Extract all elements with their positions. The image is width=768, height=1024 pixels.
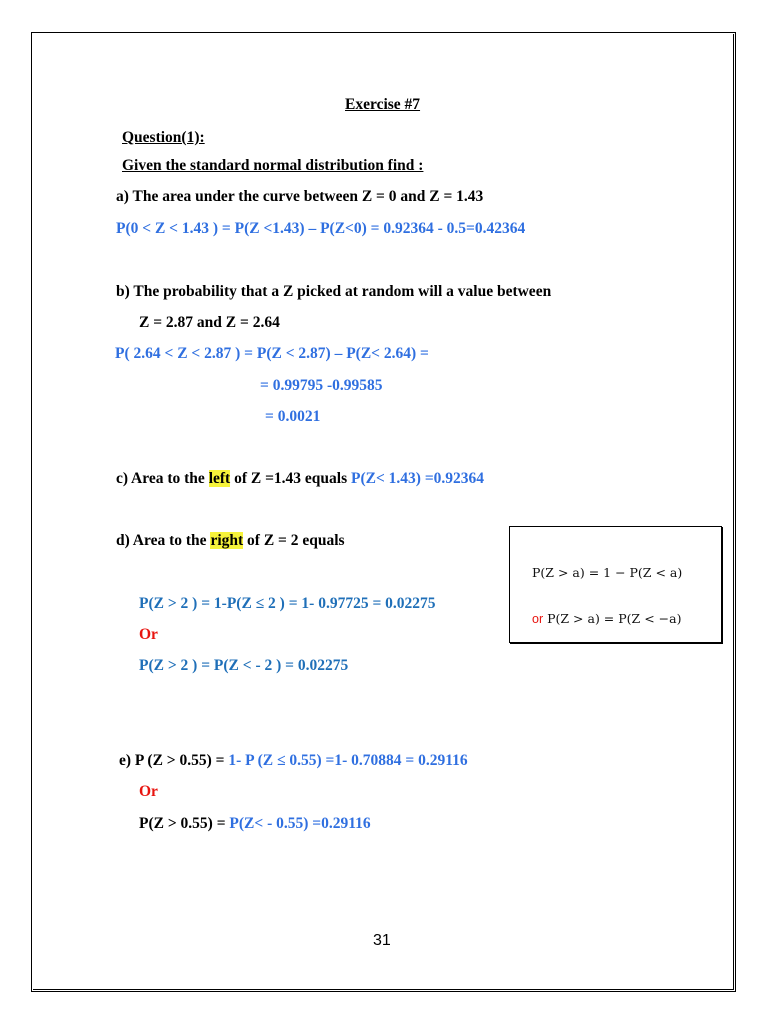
part-d-highlight: right	[210, 532, 244, 549]
part-e-pre: e) P (Z > 0.55) =	[119, 752, 229, 769]
part-d-or: Or	[139, 626, 158, 643]
part-d-answer-1: P(Z > 2 ) = 1-P(Z ≤ 2 ) = 1- 0.97725 = 0.02275	[139, 595, 436, 612]
part-a-prompt: a) The area under the curve between Z = 0 and Z = 1.43	[116, 188, 484, 205]
part-d-pre: d) Area to the	[116, 532, 211, 549]
part-e-or: Or	[139, 783, 158, 800]
formula-box	[509, 526, 722, 643]
question-heading: Question(1):	[122, 129, 205, 146]
part-c-line	[116, 470, 484, 488]
part-b-answer-line3: = 0.0021	[265, 408, 321, 425]
page-number: 31	[373, 932, 391, 949]
page-border	[31, 32, 736, 992]
part-c-highlight: left	[208, 470, 231, 487]
part-a-answer: P(0 < Z < 1.43 ) = P(Z <1.43) – P(Z<0) = 0.92364 - 0.5=0.42364	[116, 220, 526, 237]
part-d-post: of Z = 2 equals	[243, 532, 345, 549]
part-d-line	[116, 532, 345, 550]
exercise-title: Exercise #7	[345, 96, 421, 113]
formula-line-2	[532, 611, 681, 626]
part-e-pre2: P(Z > 0.55) =	[139, 815, 230, 832]
part-c-mid: of Z =1.43 equals	[230, 470, 351, 487]
part-c-pre: c) Area to the	[116, 470, 209, 487]
part-e-line-2	[139, 815, 371, 833]
instruction-text: Given the standard normal distribution find :	[122, 157, 424, 174]
part-c-answer: P(Z< 1.43) =0.92364	[351, 470, 485, 487]
part-e-answer-2: P(Z< - 0.55) =0.29116	[229, 815, 371, 832]
part-b-answer-line1: P( 2.64 < Z < 2.87 ) = P(Z < 2.87) – P(Z< 2.64) =	[115, 345, 429, 362]
part-b-answer-line2: = 0.99795 -0.99585	[260, 377, 383, 394]
formula-or: or	[532, 612, 544, 626]
formula-line-2-text: P(Z > a) = P(Z < −a)	[547, 611, 682, 626]
formula-line-1: P(Z > a) = 1 − P(Z < a)	[532, 565, 683, 580]
part-e-answer: 1- P (Z ≤ 0.55) =1- 0.70884 = 0.29116	[228, 752, 468, 769]
part-b-prompt: b) The probability that a Z picked at random will a value between	[116, 283, 552, 300]
part-e-line	[119, 752, 468, 770]
part-b-prompt-line2: Z = 2.87 and Z = 2.64	[139, 314, 280, 331]
part-d-answer-2: P(Z > 2 ) = P(Z < - 2 ) = 0.02275	[139, 657, 349, 674]
